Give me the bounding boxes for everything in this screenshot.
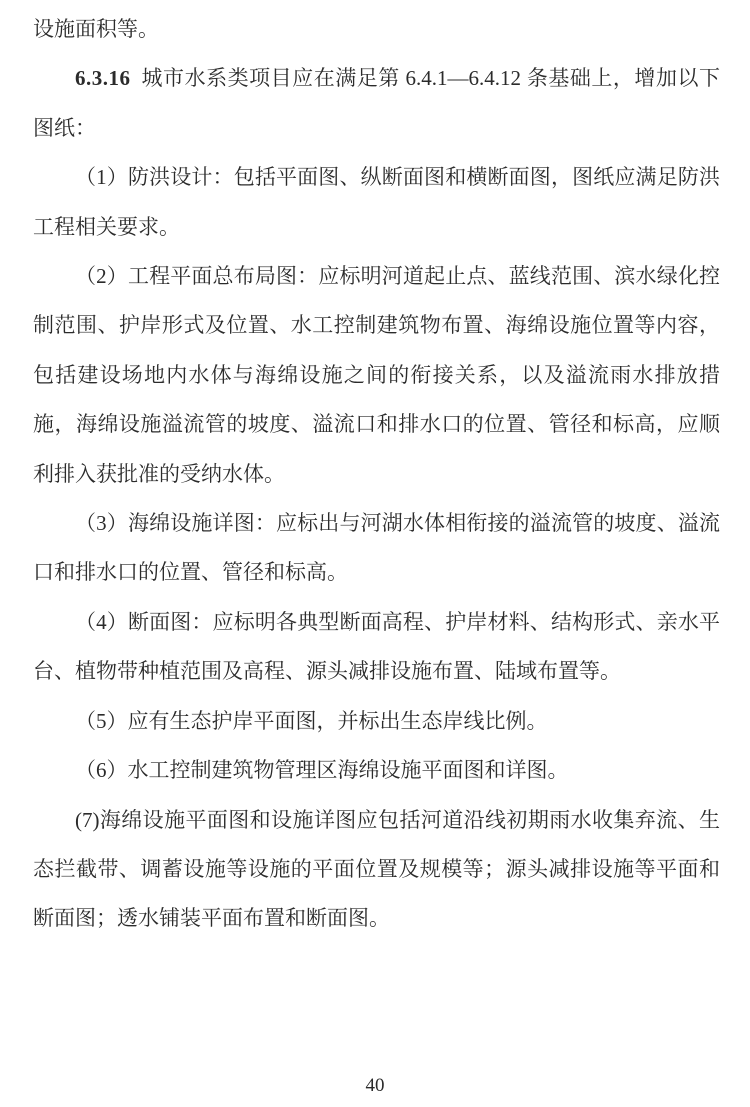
paragraph-clause — [33, 54, 720, 153]
list-item-2: （2）工程平面总布局图：应标明河道起止点、蓝线范围、滨水绿化控制范围、护岸形式及位置、水工控制建筑物布置、海绵设施位置等内容，包括建设场地内水体与海绵设施之间的衔接关系，以及溢流雨水排放措施，海绵设施溢流管的坡度、溢流口和排水口的位置、管径和标高，应顺利排入获批准的受纳水体。 — [33, 264, 720, 486]
page-footer — [0, 1076, 750, 1095]
clause-number: 6.3.16 — [75, 66, 131, 91]
page-number: 40 — [365, 1075, 385, 1096]
list-item-5: （5）应有生态护岸平面图，并标出生态岸线比例。 — [75, 708, 548, 733]
list-item-1: （1）防洪设计：包括平面图、纵断面图和横断面图，图纸应满足防洪工程相关要求。 — [33, 165, 720, 239]
list-item-4: （4）断面图：应标明各典型断面高程、护岸材料、结构形式、亲水平台、植物带种植范围及高程、源头减排设施布置、陆域布置等。 — [33, 609, 720, 684]
paragraph-continuation: 设施面积等。 — [33, 17, 159, 41]
list-item-6: （6）水工控制建筑物管理区海绵设施平面图和详图。 — [75, 758, 569, 783]
clause-text: 城市水系类项目应在满足第 6.4.1—6.4.12 条基础上，增加以下图纸： — [33, 66, 720, 140]
list-item-3: （3）海绵设施详图：应标出与河湖水体相衔接的溢流管的坡度、溢流口和排水口的位置、管径和标高。 — [33, 511, 720, 585]
list-item-7: (7)海绵设施平面图和设施详图应包括河道沿线初期雨水收集弃流、生态拦截带、调蓄设施等设施的平面位置及规模等；源头减排设施等平面和断面图；透水铺装平面布置和断面图。 — [33, 807, 720, 931]
